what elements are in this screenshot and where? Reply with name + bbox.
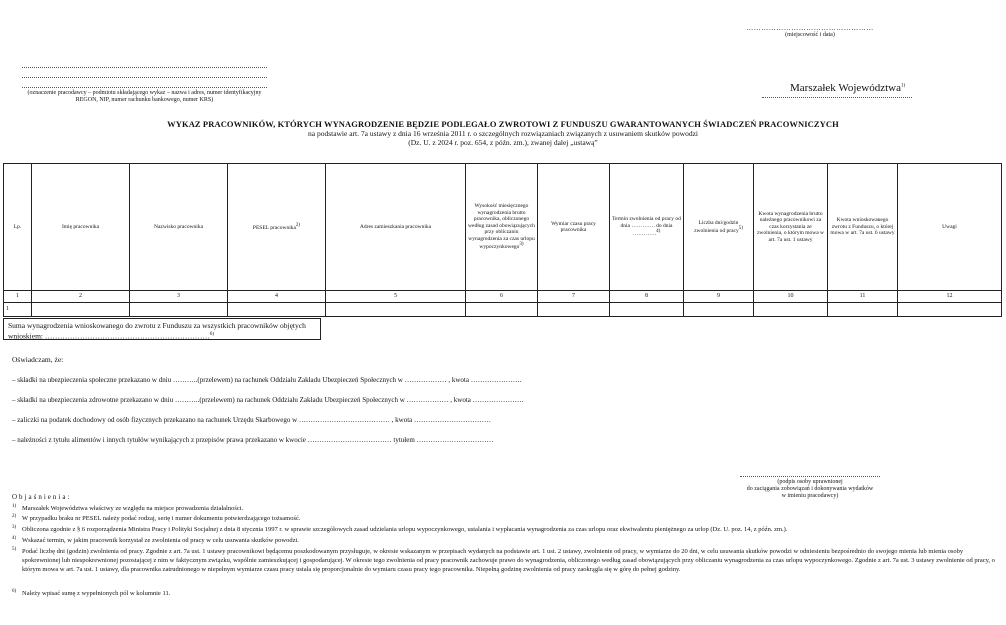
table-cell[interactable] bbox=[130, 303, 228, 317]
title-line2: na podstawie art. 7a ustawy z dnia 16 września 2011 r. o szczególnych rozwiązaniach związanych z usuwaniem skutków powodzi bbox=[307, 129, 698, 138]
recipient-ref: 1) bbox=[901, 83, 906, 89]
footnote-mark: 2) bbox=[12, 514, 17, 519]
footnote-text: Podać liczbę dni (godzin) zwolnienia od pracy. Zgodnie z art. 7a ust. 1 ustawy pracownikowi będącemu poszkodowanym przysługuje, w okresie wskazanym w przepisach wydanych na podstawie art. 1 ust. 2 ustawy, zwolnienie od pracy, w wymiarze do 20 dni, w celu usuwania skutków powodzi w odniesieniu bezpośrednio do swojego mienia lub mienia osoby spokrewnionej lub niespokrewnionej pozostającej z nim w faktycznym związku, wspólnie zamieszkującej i gospodarującej. W okresie tego zwolnienia od pracy pracownik zachowuje prawo do wynagrodzenia, obliczonego według zasad obowiązujących przy obliczaniu wynagrodzenia za czas urlopu wypoczynkowego. Zgodnie z art. 7a ust. 3 ustawy zwolnienie od pracy, o którym mowa w art. 7a ust. 1 ustawy, dla pracownika zatrudnionego w niepełnym wymiarze czasu pracy ustala się proporcjonalnie do wymiaru czasu pracy tego pracownika. Niepełną godzinę zwolnienia od pracy zaokrągla się w górę do pełnej godziny. bbox=[22, 548, 995, 573]
declaration-item: – należności z tytułu alimentów i innych tytułów wynikających z przepisów prawa przekazano w kwocie ……………………………… tytułem …………………………… bbox=[12, 436, 494, 444]
signature-label: do zaciągania zobowiązań i dokonywania wydatków bbox=[746, 486, 874, 492]
footnote-mark: 1) bbox=[12, 504, 17, 509]
title-line3: (Dz. U. z 2024 r. poz. 654, z późn. zm.), zwanej dalej „ustawą” bbox=[408, 138, 598, 147]
table-cell[interactable] bbox=[828, 303, 898, 317]
sender-line[interactable] bbox=[22, 80, 267, 88]
col-header: PESEL pracownika$^{2)}$ bbox=[228, 164, 326, 291]
col-header: Kwota wnioskowanego zwrotu z Funduszu, o której mowa w art. 7a ust. 6 ustawy bbox=[828, 164, 898, 291]
place-date-label: (miejscowość i data) bbox=[785, 32, 835, 38]
place-date-dots: …………………………………………… bbox=[746, 24, 874, 32]
column-number-row bbox=[4, 291, 1002, 303]
sender-line[interactable] bbox=[22, 70, 267, 78]
footnote-mark: 6) bbox=[12, 589, 17, 594]
sender-line[interactable] bbox=[22, 60, 267, 68]
col-number: 7 bbox=[538, 291, 610, 303]
sum-box[interactable] bbox=[3, 318, 321, 340]
recipient bbox=[790, 82, 905, 94]
table-cell[interactable] bbox=[610, 303, 684, 317]
footnote-text: Wskazać termin, w jakim pracownik korzystał ze zwolnienia od pracy w celu usuwania skutków powodzi. bbox=[22, 537, 299, 544]
declaration-item: – składki na ubezpieczenia społeczne przekazano w dniu ………..(przelewem) na rachunek Oddziału Zakładu Ubezpieczeń Społecznych w ……………… , kwota …………………. bbox=[12, 376, 522, 384]
col-header: Kwota wynagrodzenia brutto należnego pracownikowi za czas korzystania ze zwolnienia, o którym mowa w art. 7a ust. 1 ustawy bbox=[754, 164, 828, 291]
signature-line[interactable] bbox=[740, 458, 880, 477]
col-number: 5 bbox=[326, 291, 466, 303]
footnote-mark: 5) bbox=[12, 547, 17, 552]
sum-ref: 6) bbox=[209, 332, 215, 337]
col-number: 11 bbox=[828, 291, 898, 303]
footnote bbox=[12, 589, 997, 598]
col-header: Adres zamieszkania pracownika bbox=[326, 164, 466, 291]
footnote-text: Obliczona zgodnie z § 6 rozporządzenia Ministra Pracy i Polityki Socjalnej z dnia 8 stycznia 1997 r. w sprawie szczegółowych zasad udzielania urlopu wypoczynkowego, ustalania i wypłacania wynagrodzenia za czas urlopu oraz ekwiwalentu pieniężnego za urlop (Dz. U. poz. 14, z późn. zm.). bbox=[22, 526, 788, 533]
col-number: 8 bbox=[610, 291, 684, 303]
table-cell[interactable] bbox=[538, 303, 610, 317]
table-cell[interactable] bbox=[684, 303, 754, 317]
col-number: 1 bbox=[4, 291, 32, 303]
signature-block bbox=[740, 458, 880, 500]
col-number: 10 bbox=[754, 291, 828, 303]
sender-block bbox=[22, 60, 267, 104]
col-header: Wymiar czasu pracy pracownika bbox=[538, 164, 610, 291]
declaration-title: Oświadczam, że: bbox=[12, 355, 64, 364]
col-header: Nazwisko pracownika bbox=[130, 164, 228, 291]
table-cell[interactable] bbox=[326, 303, 466, 317]
footnote bbox=[12, 547, 997, 574]
footnote-mark: 3) bbox=[12, 525, 17, 530]
footnote bbox=[12, 525, 997, 534]
table-cell[interactable] bbox=[32, 303, 130, 317]
employee-table bbox=[3, 163, 1002, 317]
title-main: WYKAZ PRACOWNIKÓW, KTÓRYCH WYNAGRODZENIE BĘDZIE PODLEGAŁO ZWROTOWI Z FUNDUSZU GWARANTOWANYCH ŚWIADCZEŃ PRACOWNICZYCH bbox=[167, 119, 839, 129]
table-cell[interactable] bbox=[228, 303, 326, 317]
notes-title: Objaśnienia: bbox=[12, 493, 72, 501]
declaration-item: – składki na ubezpieczenia zdrowotne przekazano w dniu ………..(przelewem) na rachunek Oddziału Zakładu Ubezpieczeń Społecznych w ……………… , kwota …………………. bbox=[12, 396, 524, 404]
table-cell[interactable] bbox=[898, 303, 1002, 317]
declaration-item: – zaliczki na podatek dochodowy od osób fizycznych przekazano na rachunek Urzędu Skarbowego w ………………………………… , kwota …………………………… bbox=[12, 416, 491, 424]
footnote-text: Marszałek Województwa właściwy ze względu na miejsce prowadzenia działalności. bbox=[22, 505, 244, 512]
table-cell[interactable] bbox=[466, 303, 538, 317]
footnote bbox=[12, 536, 997, 545]
col-number: 4 bbox=[228, 291, 326, 303]
col-number: 2 bbox=[32, 291, 130, 303]
col-header: Liczba dni/godzin zwolnienia od pracy$^{5)}$ bbox=[684, 164, 754, 291]
col-header: Uwagi bbox=[898, 164, 1002, 291]
recipient-line bbox=[762, 97, 912, 98]
footnote-text: Należy wpisać sumę z wypełnionych pól w kolumnie 11. bbox=[22, 590, 171, 597]
col-header: Termin zwolnienia od pracy od dnia …………. do dnia ………….$^{4)}$ bbox=[610, 164, 684, 291]
footnote bbox=[12, 514, 997, 523]
col-header: Wysokość miesięcznego wynagrodzenia brutto pracownika, obliczonego według zasad obowiązujących przy obliczaniu wynagrodzenia za czas urlopu wypoczynkowego$^{3)}$ bbox=[466, 164, 538, 291]
col-number: 9 bbox=[684, 291, 754, 303]
table-row bbox=[4, 303, 1002, 317]
footnote-mark: 4) bbox=[12, 536, 17, 541]
table-cell-lp: 1 bbox=[4, 303, 32, 317]
signature-label: w imieniu pracodawcy) bbox=[781, 493, 839, 499]
table-cell[interactable] bbox=[754, 303, 828, 317]
document-title bbox=[0, 119, 1006, 147]
col-number: 12 bbox=[898, 291, 1002, 303]
col-header: Imię pracownika bbox=[32, 164, 130, 291]
col-number: 3 bbox=[130, 291, 228, 303]
col-header: Lp. bbox=[4, 164, 32, 291]
recipient-name: Marszałek Województwa bbox=[790, 82, 902, 94]
footnote bbox=[12, 504, 997, 513]
sum-text: Suma wynagrodzenia wnioskowanego do zwrotu z Funduszu za wszystkich pracowników objętych wnioskiem: ………………………………………………………… bbox=[8, 321, 306, 341]
sender-label: (oznaczenie pracodawcy – podmiotu składającego wykaz – nazwa i adres, numer identyfikacyjny REGON, NIP, numer rachunku bankowego, numer KRS) bbox=[27, 90, 262, 103]
col-number: 6 bbox=[466, 291, 538, 303]
place-date-block bbox=[740, 24, 880, 39]
signature-label: (podpis osoby uprawnionej bbox=[777, 479, 843, 485]
table-header-row bbox=[4, 164, 1002, 291]
footnote-text: W przypadku braku nr PESEL należy podać rodzaj, serię i numer dokumentu potwierdzającego tożsamość. bbox=[22, 515, 301, 522]
